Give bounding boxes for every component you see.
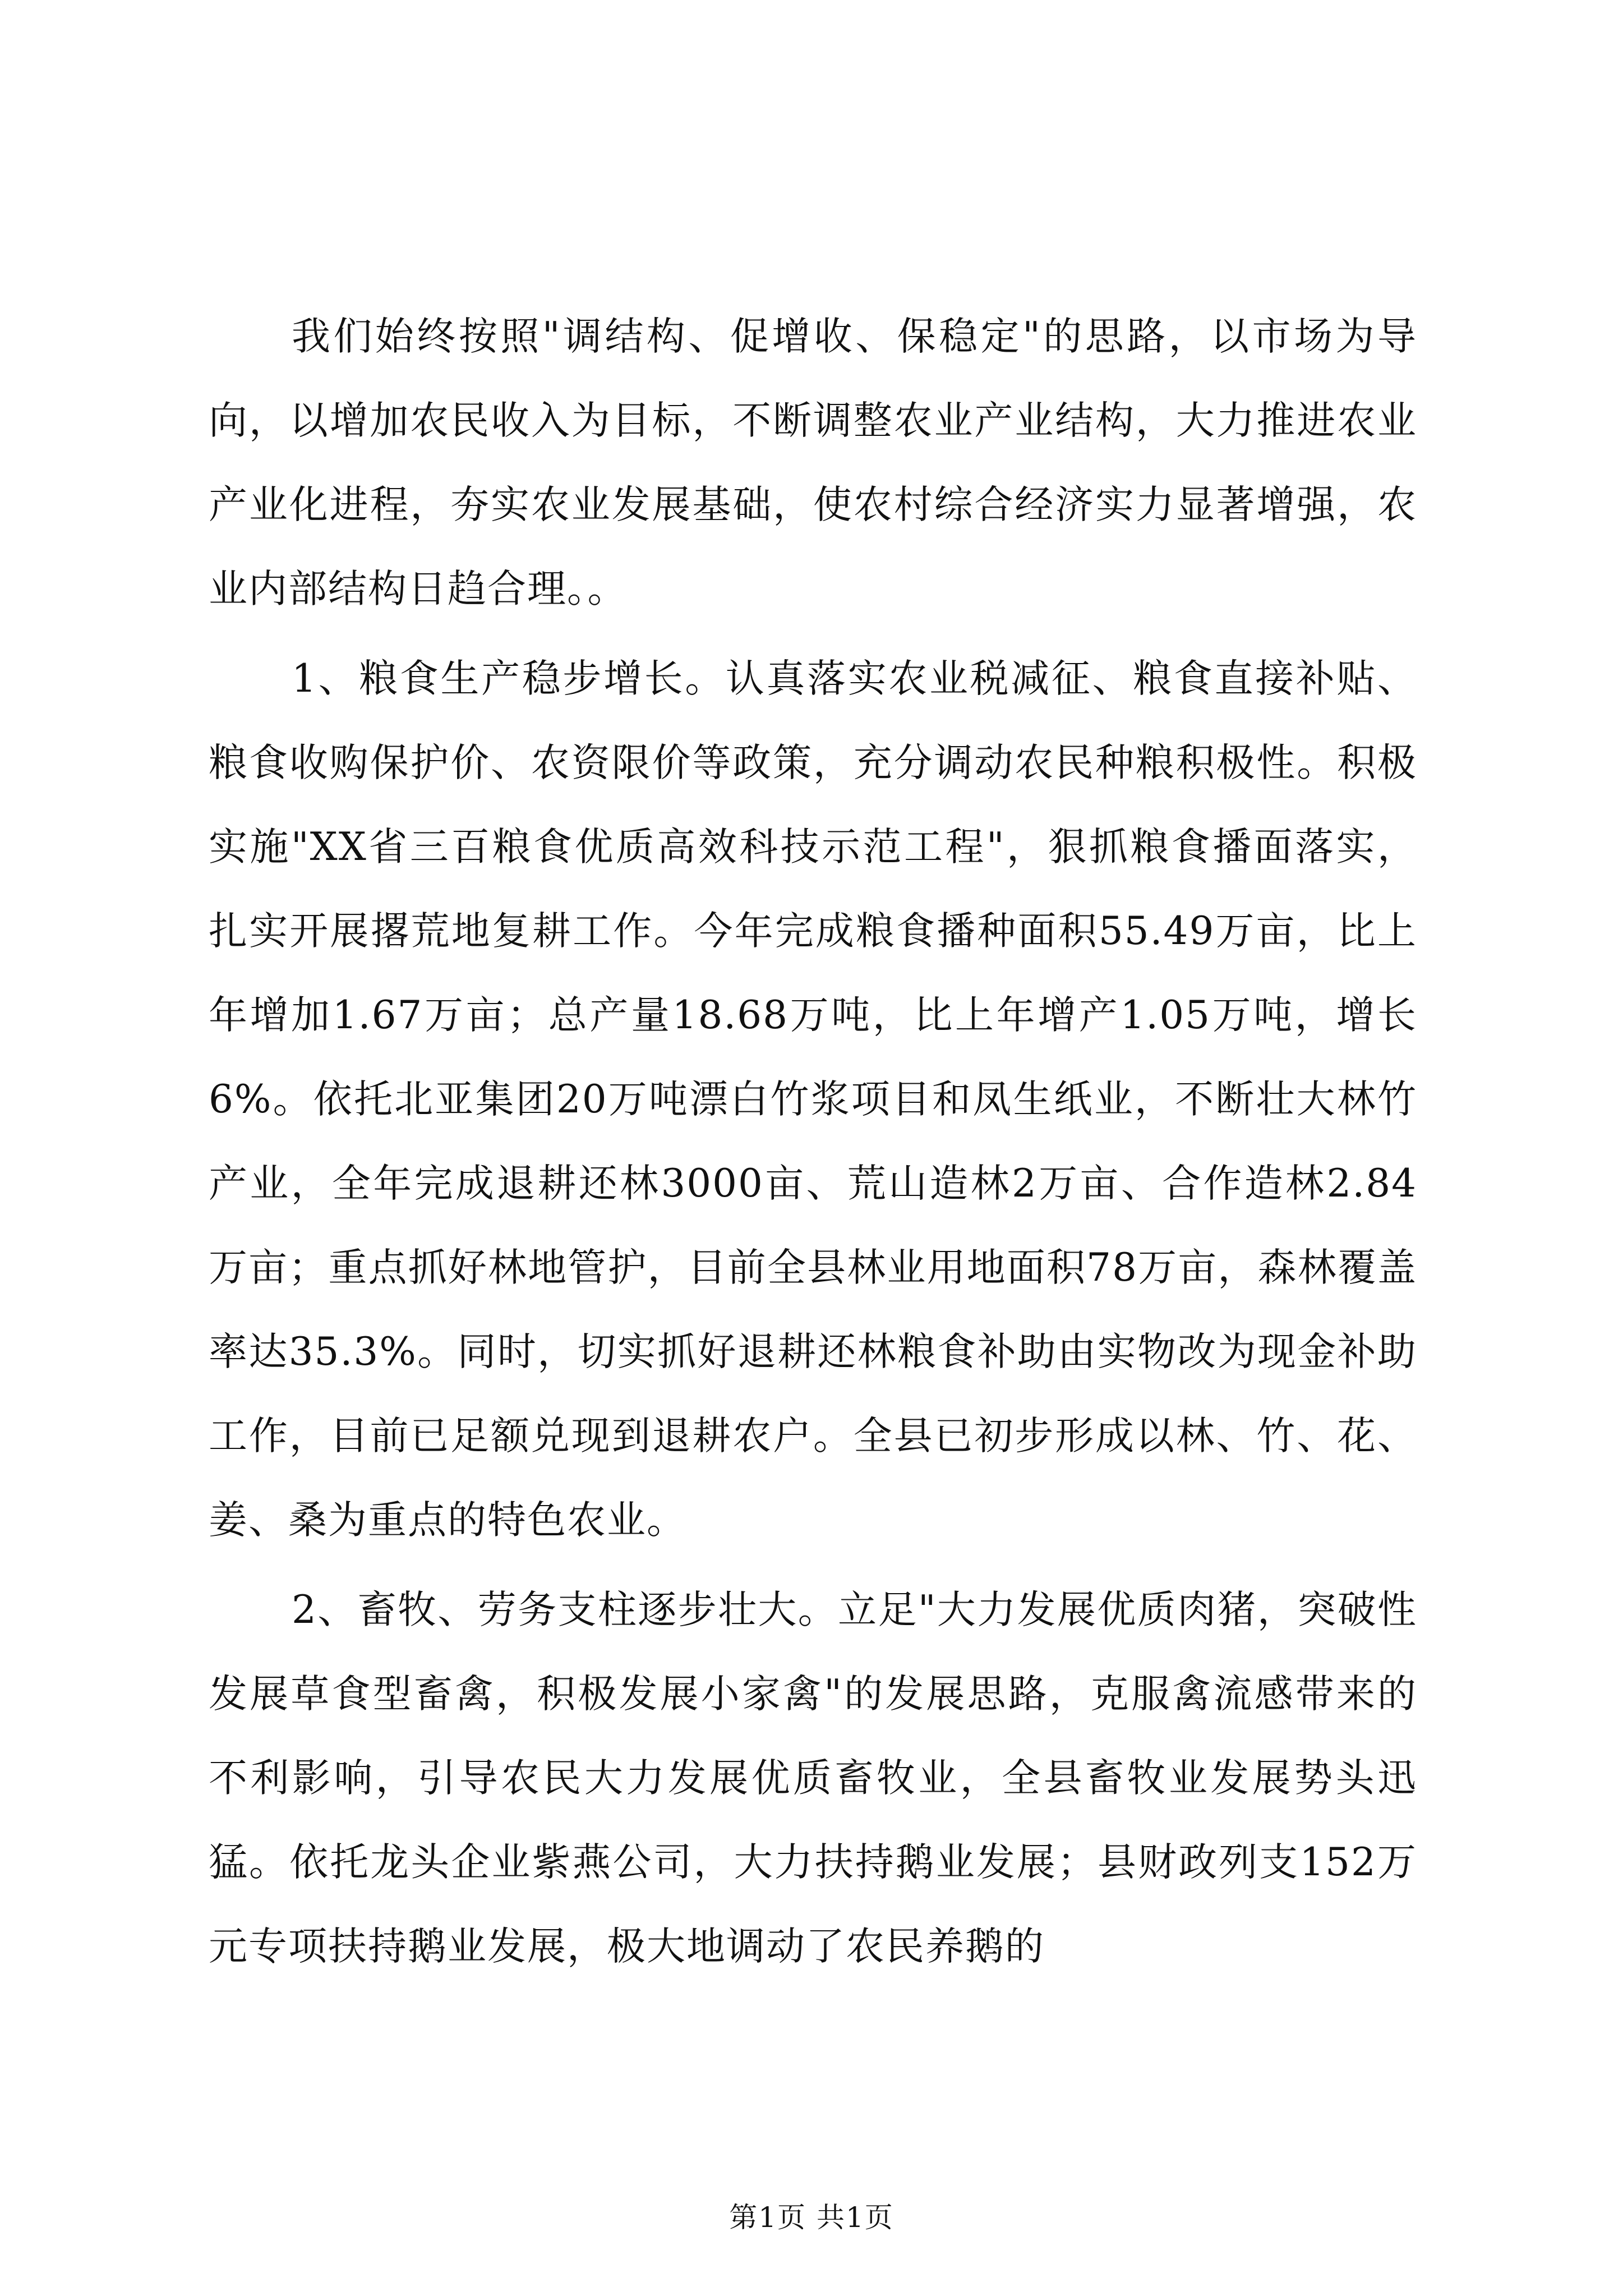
page-footer: 第1页 共1页 — [729, 2201, 894, 2234]
paragraph-livestock-labor: 2、畜牧、劳务支柱逐步壮大。立足"大力发展优质肉猪，突破性发展草食型畜禽，积极发展小家禽"的发展思路，克服禽流感带来的不利影响，引导农民大力发展优质畜牧业，全县畜牧业发展势头迅猛。依托龙头企业紫燕公司，大力扶持鹅业发展；县财政列支152万元专项扶持鹅业发展，极大地调动了农民养鹅的 — [209, 1588, 1417, 1969]
document-body — [209, 295, 1417, 1994]
paragraph-grain-production: 1、粮食生产稳步增长。认真落实农业税减征、粮食直接补贴、粮食收购保护价、农资限价等政策，充分调动农民种粮积极性。积极实施"XX省三百粮食优质高效科技示范工程"，狠抓粮食播面落实，扎实开展撂荒地复耕工作。今年完成粮食播种面积55.49万亩，比上年增加1.67万亩；总产量18.68万吨，比上年增产1.05万吨，增长6%。依托北亚集团20万吨漂白竹浆项目和凤生纸业，不断壮大林竹产业，全年完成退耕还林3000亩、荒山造林2万亩、合作造林2.84万亩；重点抓好林地管护，目前全县林业用地面积78万亩，森林覆盖率达35.3%。同时，切实抓好退耕还林粮食补助由实物改为现金补助工作，目前已足额兑现到退耕农户。全县已初步形成以林、竹、花、姜、桑为重点的特色农业。 — [209, 656, 1417, 1543]
paragraph-intro: 我们始终按照"调结构、促增收、保稳定"的思路，以市场为导向，以增加农民收入为目标，不断调整农业产业结构，大力推进农业产业化进程，夯实农业发展基础，使农村综合经济实力显著增强，农业内部结构日趋合理。。 — [209, 314, 1417, 611]
